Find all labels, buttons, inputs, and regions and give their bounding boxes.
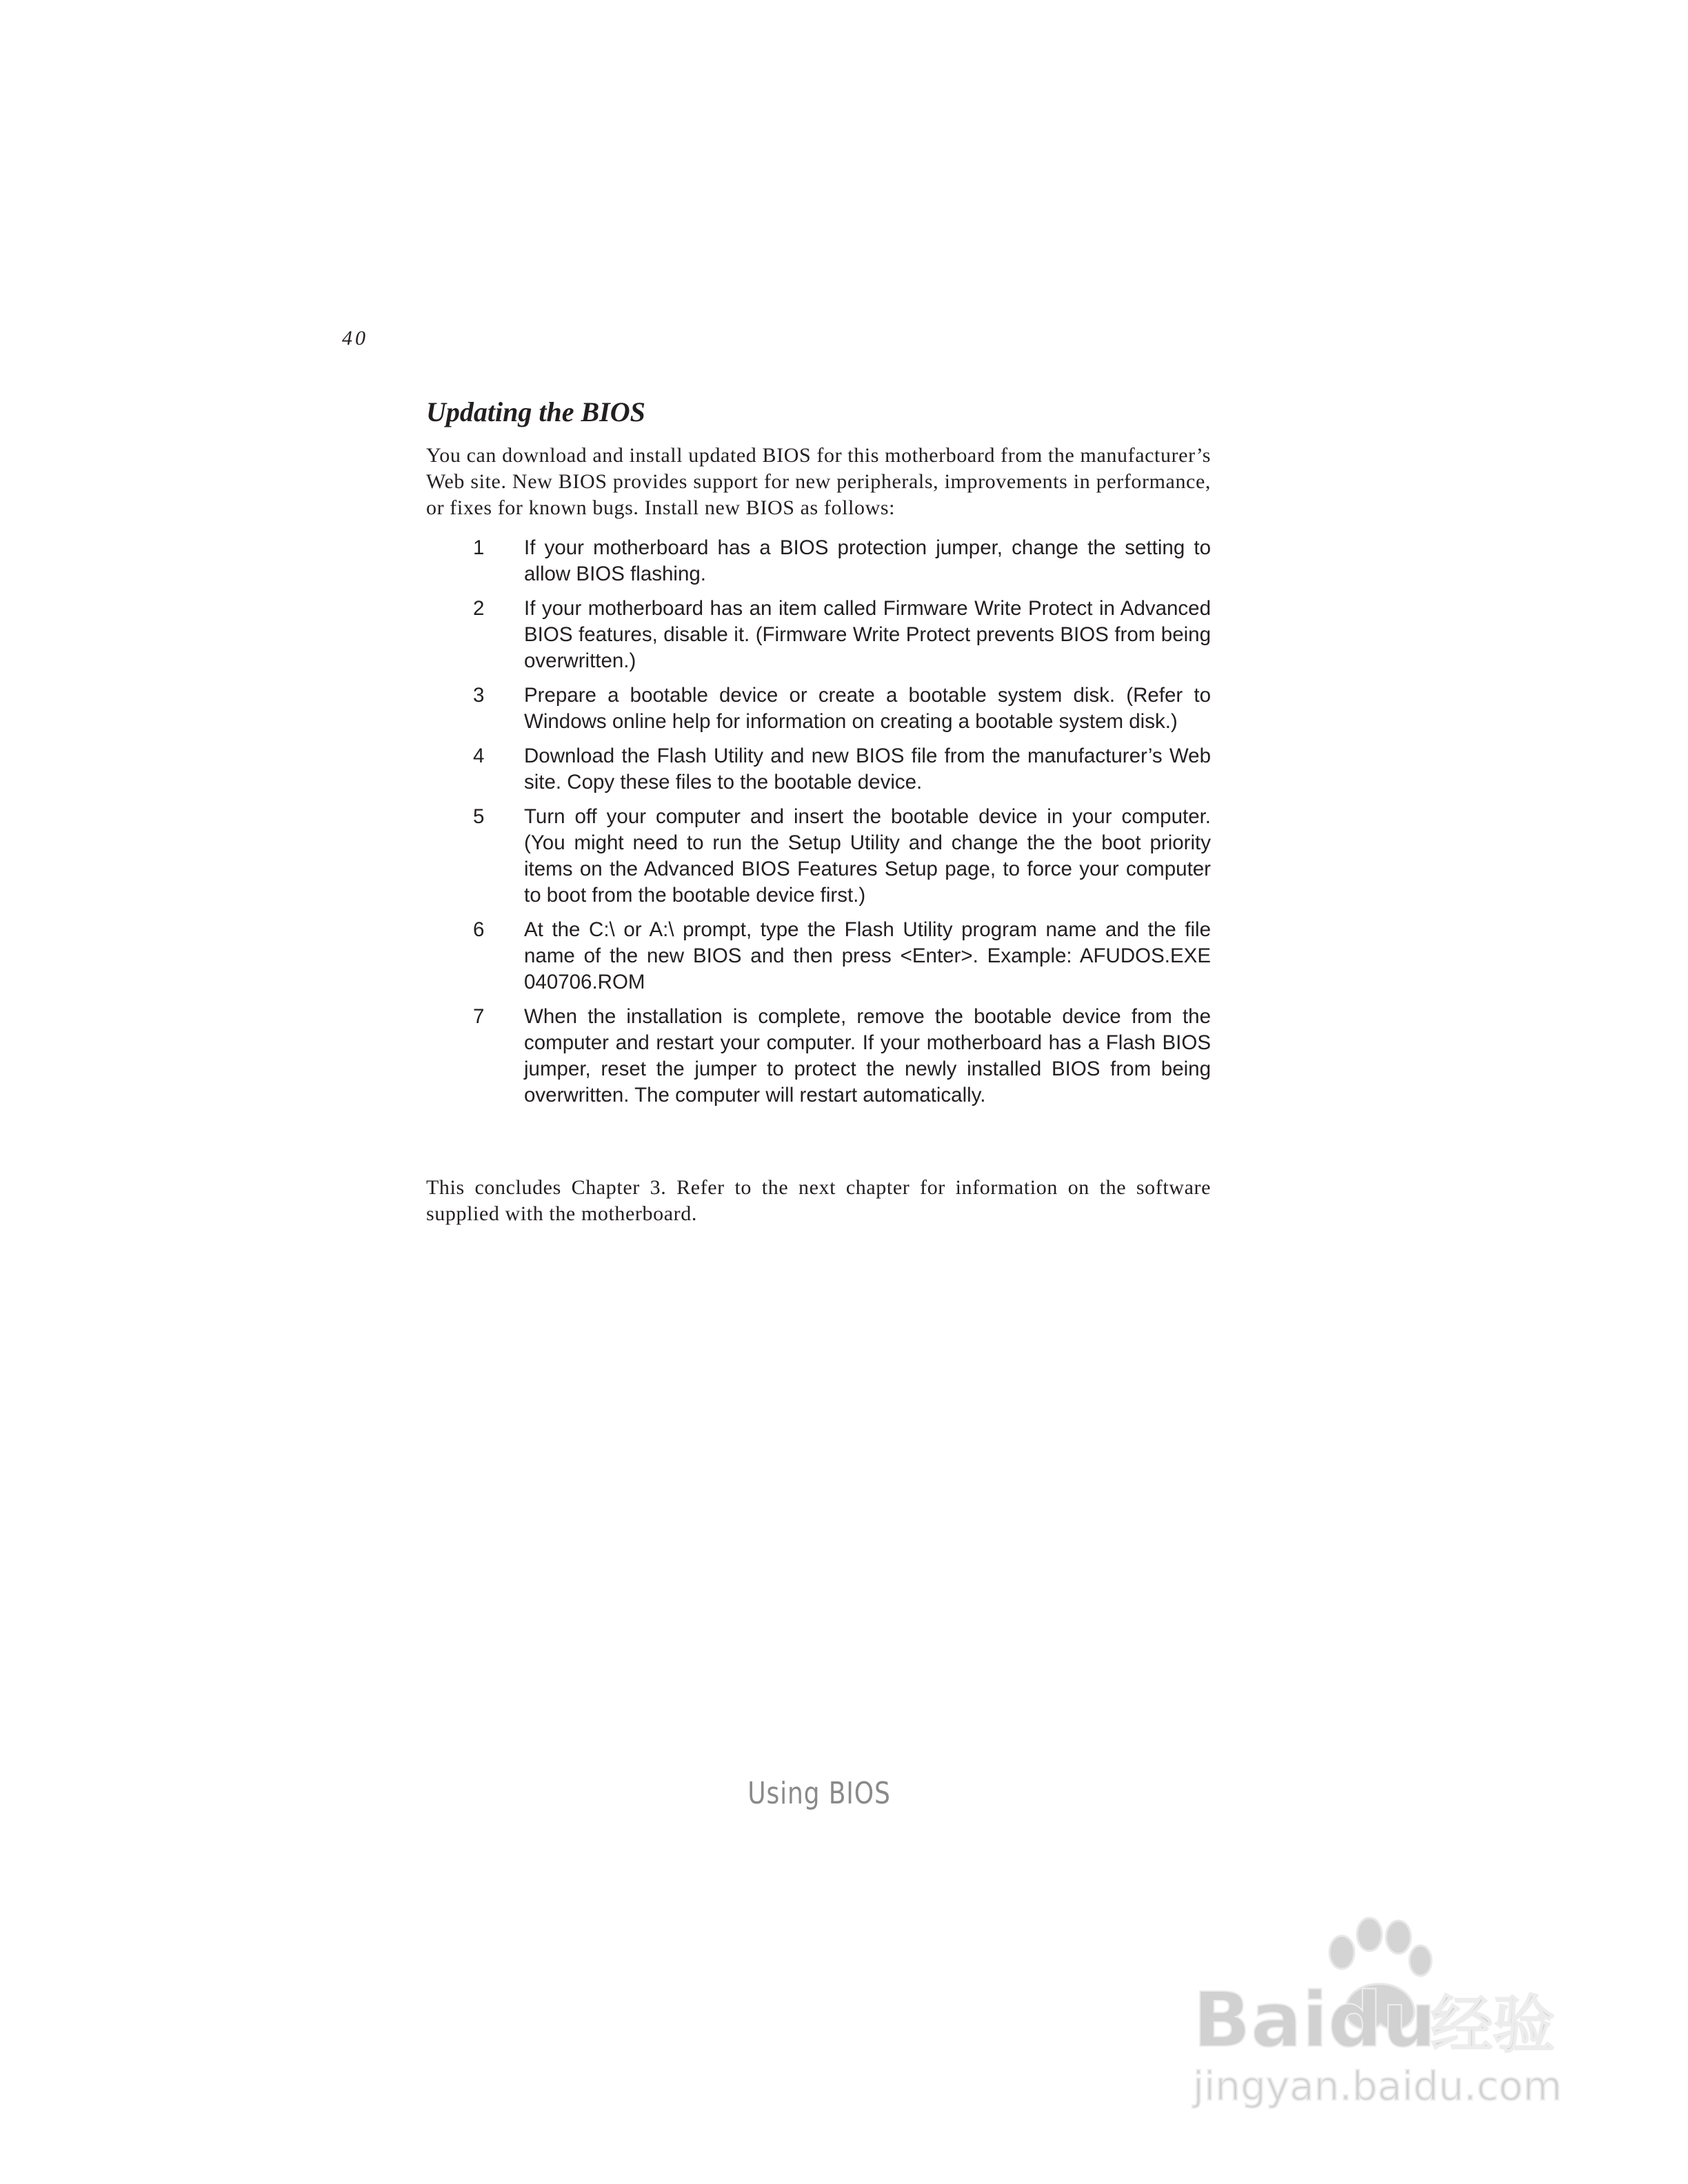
page-number: 40 [342, 327, 368, 350]
page-footer: Using BIOS [747, 1776, 891, 1811]
baidu-watermark-logo [1186, 1903, 1586, 2110]
step-text: If your motherboard has a BIOS protection jumper, change the setting to allow BIOS flashing. [524, 536, 1211, 585]
step-number: 2 [473, 597, 485, 620]
step-text: Turn off your computer and insert the bootable device in your computer. (You might need to run the Setup Utility and change the the boot priority items on the Advanced BIOS Features Setup page, to force your computer to boot from the bootable device first.) [524, 805, 1211, 907]
watermark-brand: Baidu [1193, 1976, 1436, 2064]
watermark-brand-cn: 经验 [1431, 1989, 1555, 2061]
step-text: When the installation is complete, remove the bootable device from the computer and restart your computer. If your motherboard has a Flash BIOS jumper, reset the jumper to protect the newly installed BIOS from being overwritten. The computer will restart automatically. [524, 1005, 1211, 1106]
main-content [426, 396, 1211, 1227]
step-text: Download the Flash Utility and new BIOS file from the manufacturer’s Web site. Copy these files to the bootable device. [524, 745, 1211, 793]
step-text: Prepare a bootable device or create a bootable system disk. (Refer to Windows online help for information on creating a bootable system disk.) [524, 684, 1211, 733]
step-number: 1 [473, 536, 485, 559]
section-title: Updating the BIOS [426, 396, 645, 427]
step-text: At the C:\ or A:\ prompt, type the Flash Utility program name and the file name of the new BIOS and then press <Enter>. Example: AFUDOS.EXE 040706.ROM [524, 918, 1211, 993]
list-item [426, 1004, 1211, 1109]
list-item [426, 596, 1211, 674]
step-number: 6 [473, 918, 485, 941]
step-number: 7 [473, 1005, 485, 1028]
list-item [426, 917, 1211, 995]
step-number: 3 [473, 684, 485, 707]
steps-list [426, 535, 1211, 1109]
list-item [426, 682, 1211, 735]
step-number: 4 [473, 745, 485, 767]
list-item [426, 743, 1211, 796]
step-number: 5 [473, 805, 485, 828]
list-item [426, 535, 1211, 587]
conclusion-paragraph: This concludes Chapter 3. Refer to the next chapter for information on the software supplied with the motherboard. [426, 1176, 1211, 1225]
watermark-url: jingyan.baidu.com [1193, 2063, 1563, 2110]
intro-paragraph: You can download and install updated BIOS for this motherboard from the manufacturer’s Web site. New BIOS provides support for new peripherals, improvements in performance, or fixes for known bugs. Install new BIOS as follows: [426, 444, 1211, 519]
step-text: If your motherboard has an item called Firmware Write Protect in Advanced BIOS features, disable it. (Firmware Write Protect prevents BIOS from being overwritten.) [524, 597, 1211, 672]
list-item [426, 804, 1211, 909]
